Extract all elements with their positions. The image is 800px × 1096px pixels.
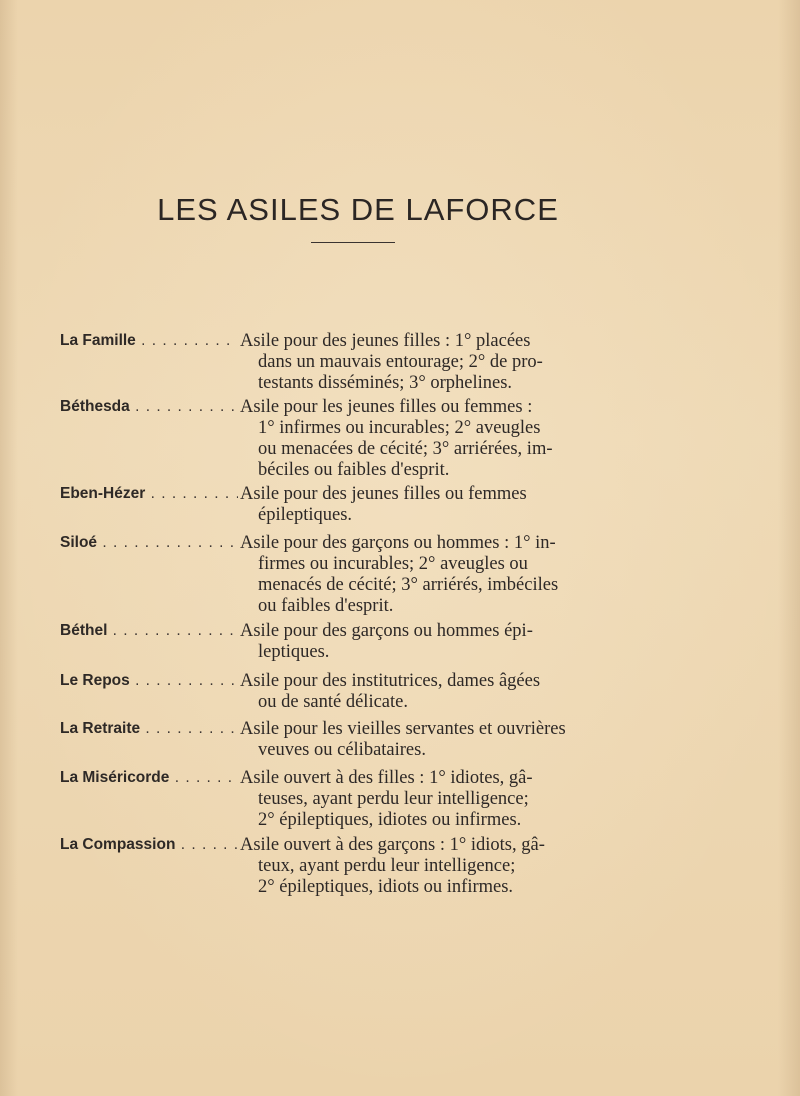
description-line: Asile pour les vieilles servantes et ouvrières bbox=[240, 719, 566, 739]
asylum-description bbox=[240, 719, 652, 761]
asylum-description bbox=[240, 835, 652, 898]
page-edge-shadow-right bbox=[778, 0, 800, 1096]
description-line: Asile pour des garçons ou hommes épi- bbox=[240, 621, 533, 641]
description-line: testants disséminés; 3° orphelines. bbox=[258, 373, 513, 393]
description-line: 1° infirmes ou incurables; 2° aveugles bbox=[258, 418, 541, 438]
asylum-description bbox=[240, 621, 652, 663]
description-line: Asile pour les jeunes filles ou femmes : bbox=[240, 397, 533, 417]
description-line: Asile ouvert à des filles : 1° idiotes, gâ- bbox=[240, 768, 533, 788]
title-underline bbox=[311, 242, 395, 243]
description-line: 2° épileptiques, idiotes ou infirmes. bbox=[258, 810, 522, 830]
description-line: veuves ou célibataires. bbox=[258, 740, 426, 760]
asylum-name: La Famille . . . bbox=[60, 331, 238, 351]
description-line: ou de santé délicate. bbox=[258, 692, 408, 712]
asylum-name: Béthel . . . bbox=[60, 621, 238, 641]
asylum-description bbox=[240, 671, 652, 713]
description-line: ou menacées de cécité; 3° arriérées, im- bbox=[258, 439, 553, 459]
asylum-description bbox=[240, 397, 652, 481]
page-edge-shadow-left bbox=[0, 0, 18, 1096]
asylum-description bbox=[240, 533, 652, 617]
description-line: menacés de cécité; 3° arriérés, imbéciles bbox=[258, 575, 559, 595]
asylum-name: La Retraite . . . bbox=[60, 719, 238, 739]
asylum-description bbox=[240, 768, 652, 831]
description-line: Asile pour des jeunes filles : 1° placées bbox=[240, 331, 531, 351]
description-line: épileptiques. bbox=[258, 505, 353, 525]
description-line: béciles ou faibles d'esprit. bbox=[258, 460, 450, 480]
asylum-description bbox=[240, 484, 652, 526]
asylum-description bbox=[240, 331, 652, 394]
description-line: 2° épileptiques, idiots ou infirmes. bbox=[258, 877, 514, 897]
description-line: ou faibles d'esprit. bbox=[258, 596, 394, 616]
description-line: Asile ouvert à des garçons : 1° idiots, gâ- bbox=[240, 835, 545, 855]
asylum-name: Le Repos . . . bbox=[60, 671, 238, 691]
description-line: leptiques. bbox=[258, 642, 330, 662]
description-line: Asile pour des garçons ou hommes : 1° in- bbox=[240, 533, 556, 553]
description-line: teuses, ayant perdu leur intelligence; bbox=[258, 789, 529, 809]
description-line: Asile pour des jeunes filles ou femmes bbox=[240, 484, 527, 504]
asylum-name: Eben-Hézer . . . bbox=[60, 484, 238, 504]
description-line: firmes ou incurables; 2° aveugles ou bbox=[258, 554, 528, 574]
asylum-name: La Compassion . . . bbox=[60, 835, 238, 855]
description-line: Asile pour des institutrices, dames âgées bbox=[240, 671, 541, 691]
description-line: dans un mauvais entourage; 2° de pro- bbox=[258, 352, 543, 372]
asylum-name: Siloé . . . bbox=[60, 533, 238, 553]
description-line: teux, ayant perdu leur intelligence; bbox=[258, 856, 516, 876]
asylum-name: Béthesda . . . bbox=[60, 397, 238, 417]
asylum-name: La Miséricorde . . . bbox=[60, 768, 238, 788]
page-title: LES ASILES DE LAFORCE bbox=[157, 192, 559, 227]
